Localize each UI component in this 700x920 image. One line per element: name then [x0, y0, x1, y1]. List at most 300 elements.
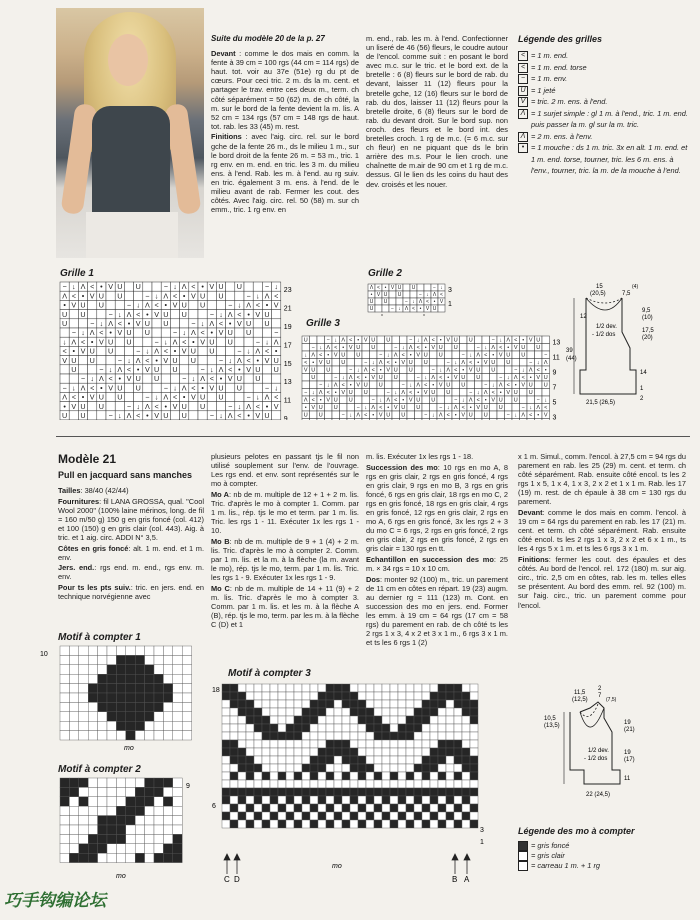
motif3-cell [262, 796, 270, 804]
motif3-cell [230, 820, 238, 828]
motif3-cell [262, 700, 270, 708]
grille1-stitch: U [98, 392, 105, 402]
motif3-cell [246, 756, 254, 764]
motif3-cell [390, 780, 398, 788]
moC-text: : nb de m. multiple de 14 + 11 (9) + 2 m. lis. Tric. d'après le mo à compter 3. Comm. par 1 m. lis. et les m. à la flèche A (B), rép. tjs le mo, term. par les m. à la flèche C (D) et 1 [211, 583, 359, 630]
motif3-cell [398, 732, 406, 740]
grille1-cell [106, 402, 115, 411]
grille3-cell [377, 336, 385, 344]
modele21-block [58, 452, 204, 603]
grille3-stitch: − [401, 382, 405, 389]
motif1-cell [182, 731, 191, 740]
motif3-cell [318, 780, 326, 788]
grille1-stitch: < [200, 328, 205, 338]
motif3-cell [422, 796, 430, 804]
grille3-stitch: U [521, 352, 526, 359]
grille1-row-label: 11 [283, 397, 292, 405]
motif1-cell [116, 665, 125, 674]
motif3-cell [454, 684, 462, 692]
motif3-cell [318, 700, 326, 708]
grille3-cell [497, 411, 505, 419]
motif1-cell [135, 646, 144, 655]
motif3-cell [286, 820, 294, 828]
motif3-cell [454, 732, 462, 740]
motif2-cell [135, 844, 144, 853]
grille3-stitch: U [408, 367, 413, 374]
grille3-cell [415, 411, 423, 419]
motif1-cell [69, 693, 78, 702]
motif3-cell [334, 772, 342, 780]
motif3-cell [326, 740, 334, 748]
jers-label: Jers. end. [58, 563, 95, 573]
grille3-cell [362, 396, 370, 404]
motif2-cell [69, 825, 78, 834]
grille3-stitch: Λ [393, 352, 398, 359]
grille1-stitch: V [273, 300, 279, 310]
motif1-cell [145, 674, 154, 683]
motif3-cell [278, 740, 286, 748]
motif3-cell [246, 716, 254, 724]
motif3-cell [302, 740, 310, 748]
grille3-stitch: U [543, 382, 548, 389]
motif3-cell [358, 732, 366, 740]
motif3-cell [238, 700, 246, 708]
grille3-stitch: ↓ [326, 382, 330, 389]
grille1-cell [226, 383, 235, 392]
motif3-cell [390, 748, 398, 756]
motif3-cell [222, 716, 230, 724]
motif3-cell [222, 700, 230, 708]
grille2-stitch: ↓ [440, 285, 443, 291]
motif1-cell [60, 665, 69, 674]
motif3-cell [366, 692, 374, 700]
grille1-stitch: • [228, 319, 232, 328]
motif3-cell [406, 748, 414, 756]
grille3-stitch: U [423, 352, 428, 359]
motif2-cell [60, 778, 69, 787]
motif3-cell [254, 740, 262, 748]
grille3-cell [317, 366, 325, 374]
grille3-cell [407, 374, 415, 382]
grille1-stitch: • [155, 355, 158, 365]
grille1-stitch: U [227, 337, 233, 347]
motif3-cell [286, 732, 294, 740]
grille1-stitch: ↓ [182, 328, 186, 338]
motif3-cell [438, 756, 446, 764]
motif3-cell [414, 708, 422, 716]
grille1-stitch: V [154, 309, 159, 319]
grille3-stitch: ↓ [304, 352, 308, 359]
grille1-stitch: < [136, 309, 141, 319]
grille3-stitch: − [499, 375, 503, 381]
motif3-cell [334, 684, 342, 692]
motif3-cell [382, 700, 390, 708]
grille1-stitch: Λ [108, 319, 114, 328]
motif3-cell [390, 716, 398, 724]
grille3-stitch: U [356, 345, 361, 351]
motif3-cell [406, 740, 414, 748]
legend-symbol-icon: Λ [518, 132, 528, 142]
motif3-cell [366, 812, 374, 820]
grille1-cell [106, 356, 115, 365]
grille3-row-label: 9 [552, 369, 557, 377]
motif3-cell [254, 700, 262, 708]
cotes-label: Côtes en gris foncé [58, 543, 129, 553]
grille1-cell [78, 365, 87, 374]
grille2-stitch: Λ [432, 292, 437, 298]
motif3-cell [366, 708, 374, 716]
motif1-cell [88, 674, 97, 683]
grille1-stitch: − [163, 282, 168, 292]
motif3-cell [310, 684, 318, 692]
motif1-cell [60, 721, 69, 730]
motif2-cell [79, 844, 88, 853]
motif1-cell [107, 702, 116, 711]
motif3-cell [398, 748, 406, 756]
grille1-cell [124, 383, 133, 392]
devant-label: Devant [211, 49, 236, 59]
motif3-cell [350, 796, 358, 804]
motif3-cell [454, 716, 462, 724]
grille3-stitch: U [528, 390, 533, 396]
grille3-stitch: Λ [408, 345, 413, 351]
grille3-stitch: Λ [483, 390, 488, 396]
legend-text: = 1 mouche : ds 1 m. tric. 3x en alt. 1 m. end. et 1 m. end. torse, tourner, tric. les 6 m. ens. à l'env., tourner, tric. la m. de la mouche à l'end. [531, 143, 688, 175]
grille3-cell [467, 374, 475, 382]
motif3-cell [270, 732, 278, 740]
grille1-stitch: − [154, 337, 159, 347]
motif3-cell [422, 708, 430, 716]
motif1-cell [135, 674, 144, 683]
motif3-cell [254, 772, 262, 780]
motif3-cell [422, 812, 430, 820]
motif1-cell [154, 693, 163, 702]
grille1-stitch: V [99, 337, 104, 347]
motif3-cell [454, 796, 462, 804]
grille3-stitch: < [529, 412, 533, 419]
grille3-cell [347, 404, 355, 412]
motif1-cell [107, 684, 116, 693]
colb-intro: plusieurs pelotes en passant tjs le fil non utilisé souplement sur l'env. de l'ouvrage. Les rgs end. et env. sont représentés sur le mo à compter. [211, 452, 359, 489]
motif1-cell [79, 655, 88, 664]
grille1-stitch: U [135, 282, 141, 292]
motif1-cell [116, 702, 125, 711]
motif3-cell [462, 764, 470, 772]
s2-shoulder-sub2: (7,5) [606, 697, 617, 703]
motif2-cell [69, 853, 78, 862]
motif3-cell [230, 732, 238, 740]
grille3-stitch: • [402, 397, 405, 404]
grille3-stitch: < [476, 397, 480, 404]
motif1-cell [116, 646, 125, 655]
motif1-cell [116, 693, 125, 702]
motif3-cell [358, 820, 366, 828]
motif3-cell [390, 732, 398, 740]
grille3-stitch: U [431, 390, 436, 396]
motif3-cell [254, 724, 262, 732]
grille1-stitch: < [117, 319, 122, 328]
motif3-cell [334, 692, 342, 700]
grille3-cell [497, 366, 505, 374]
motif3-cell [302, 764, 310, 772]
motif3-cell [318, 804, 326, 812]
grille2-mo-bracket [382, 314, 424, 316]
motif2-cell [116, 806, 125, 815]
grille1-cell [272, 374, 281, 383]
motif2-cell [135, 787, 144, 796]
grille1-stitch: < [62, 346, 67, 356]
grille1-cell [106, 392, 115, 401]
grille3-stitch: − [334, 375, 338, 381]
grille3-stitch: Λ [401, 390, 406, 396]
motif3-cell [430, 772, 438, 780]
grille3-stitch: U [326, 367, 331, 374]
motif3-cell [302, 708, 310, 716]
grille3-stitch: ↓ [364, 405, 368, 411]
motif3-cell [462, 820, 470, 828]
grille3-stitch: U [506, 360, 511, 366]
motif1-cell [126, 655, 135, 664]
grille3-stitch: • [507, 345, 510, 351]
motif1-cell [98, 702, 107, 711]
motif2-row: 9 [186, 783, 190, 790]
grille3-stitch: U [311, 375, 316, 381]
grille1-stitch: ↓ [274, 282, 278, 292]
motif3-cell [366, 732, 374, 740]
motif1-cell [182, 646, 191, 655]
grille1-cell [226, 291, 235, 300]
grille2-stitch: • [384, 285, 387, 291]
grille1-cell [244, 383, 253, 392]
motif3-cell [454, 692, 462, 700]
grille3-stitch: − [319, 382, 323, 389]
grille1-cell [244, 337, 253, 346]
grille1-cell [60, 374, 69, 383]
grille2-stitch: U [411, 285, 416, 291]
grille1-stitch: − [71, 328, 76, 338]
motif3-cell [278, 812, 286, 820]
grille3-stitch: < [536, 367, 540, 374]
motif3-cell [446, 756, 454, 764]
grille1-stitch: ↓ [90, 374, 94, 384]
motif3-cell [350, 700, 358, 708]
motif1-cell [79, 665, 88, 674]
motif3-cell [230, 700, 238, 708]
motif3-cell [310, 772, 318, 780]
grille3-stitch: ↓ [514, 412, 518, 419]
motif2-cell [98, 787, 107, 796]
motif3-cell [446, 700, 454, 708]
motif1-cell [88, 721, 97, 730]
motif3-cell [382, 708, 390, 716]
grille3-stitch: V [371, 375, 376, 381]
motif3-cell [222, 804, 230, 812]
motif3-cell [406, 684, 414, 692]
colb-text [211, 452, 359, 631]
motif3-cell [438, 772, 446, 780]
motif1-cell [98, 684, 107, 693]
fourn-text: : fil LANA GROSSA, qual. "Cool Wool 2000" (100% laine mérinos, long. de fil = 160 m/50 g) 150 g en gris foncé (col. 412) et 100 (150) g en gris clair (col. 443). Aig. à tric. et 1 aig. circ. ADDI N° 3,5. [58, 496, 204, 542]
grille3-stitch: − [469, 390, 473, 396]
motif3-cell [270, 740, 278, 748]
grille3-stitch: • [372, 412, 375, 419]
grille1-stitch: ↓ [200, 319, 205, 328]
grille1-stitch: Λ [264, 392, 270, 402]
grille3-stitch: ↓ [416, 337, 420, 344]
motif3-cell [414, 788, 422, 796]
motif3-cell [398, 820, 406, 828]
motif2-cell [116, 834, 125, 843]
colc-text [366, 452, 508, 649]
grille2-cell [375, 298, 382, 305]
motif3-cell [382, 684, 390, 692]
grille1-row-label: 13 [283, 379, 292, 387]
motif3-cell [414, 700, 422, 708]
grille1-stitch: V [71, 401, 77, 411]
motif3-cell [246, 732, 254, 740]
motif2-cell [135, 797, 144, 806]
grille1-stitch: U [135, 383, 141, 393]
grille3-stitch: − [304, 390, 308, 396]
s2-shoulder-sub: 7 [598, 693, 602, 699]
legend-mo-light-text: = gris clair [531, 851, 565, 861]
motif3-cell [462, 700, 470, 708]
motif2-cell [98, 806, 107, 815]
motif3-cell [294, 740, 302, 748]
motif3-cell [438, 796, 446, 804]
motif3-cell [366, 756, 374, 764]
motif2-cell [173, 806, 182, 815]
grille3-stitch: • [439, 337, 442, 344]
grille1-stitch: < [228, 365, 233, 374]
motif1-cell [135, 684, 144, 693]
motif3-cell [230, 780, 238, 788]
motif3-cell [302, 716, 310, 724]
motif3-cell [382, 716, 390, 724]
grille3-cell [325, 411, 333, 419]
grille1-stitch: V [209, 383, 215, 393]
grille3-stitch: − [326, 337, 330, 344]
grille3-cell [385, 381, 393, 389]
motif3-cell [454, 756, 462, 764]
motif3-cell [286, 756, 294, 764]
grille1-stitch: U [190, 346, 197, 356]
motif2-cell [69, 816, 78, 825]
grille3-cell [520, 396, 528, 404]
motif3-cell [430, 692, 438, 700]
motif3-cell [430, 780, 438, 788]
grille3-stitch: U [378, 382, 383, 389]
grille1-stitch: U [117, 392, 123, 402]
grille3-stitch: U [543, 375, 548, 381]
grille1-stitch: V [126, 374, 132, 384]
motif1-cell [79, 712, 88, 721]
legend-symbol-icon: Λ [518, 109, 528, 119]
motif3-cell [318, 796, 326, 804]
motif3-cell [342, 724, 350, 732]
grille1-stitch: U [117, 282, 123, 292]
motif3-cell [414, 772, 422, 780]
motif2-cell [145, 844, 154, 853]
grille3-stitch: < [521, 375, 525, 381]
motif3-cell [278, 756, 286, 764]
motif3-cell [326, 756, 334, 764]
motif2-cell [79, 778, 88, 787]
motif3-cell [294, 684, 302, 692]
motif3-cell [238, 732, 246, 740]
grille1-cell [69, 319, 78, 328]
motif3-cell [302, 684, 310, 692]
motif1-cell [173, 665, 182, 674]
motif1-cell [98, 655, 107, 664]
motif3-cell [270, 788, 278, 796]
grille3-cell [310, 411, 318, 419]
motif3-cell [246, 772, 254, 780]
grille3-stitch: • [409, 352, 412, 359]
grille3-chart [300, 334, 562, 420]
grille1-stitch: < [172, 392, 178, 402]
grille1-cell [88, 310, 97, 319]
schema2-diagram [540, 684, 686, 814]
grille3-stitch: ↓ [476, 390, 480, 396]
motif3-cell [326, 780, 334, 788]
motif1-cell [69, 684, 78, 693]
motif3-cell [358, 740, 366, 748]
motif3-cell [462, 772, 470, 780]
motif1-cell [69, 674, 78, 683]
swatch-light [518, 851, 528, 861]
grille1-stitch: − [200, 365, 205, 374]
motif1-cell [163, 721, 172, 730]
grille3-stitch: U [303, 337, 308, 344]
grille3-stitch: < [514, 337, 518, 344]
motif3-cell [342, 788, 350, 796]
motif2-cell [154, 797, 163, 806]
motif3-cell [382, 740, 390, 748]
grille1-stitch: U [273, 365, 279, 374]
grille1-stitch: Λ [172, 337, 178, 347]
motif3-cell [406, 724, 414, 732]
motif3-cell [294, 716, 302, 724]
grille1-cell [216, 337, 225, 346]
swatch-square [518, 861, 528, 871]
grille1-cell [134, 291, 143, 300]
grille3-stitch: − [371, 397, 375, 404]
motif3-cell [422, 700, 430, 708]
motif3-cell [470, 772, 478, 780]
motif1-cell [135, 693, 144, 702]
grille3-stitch: • [364, 375, 367, 381]
motif3-cell [350, 820, 358, 828]
grille1-stitch: U [255, 374, 261, 384]
grille3-cell [310, 336, 318, 344]
grille3-stitch: Λ [446, 367, 451, 374]
motif3-cell [286, 796, 294, 804]
grille2-stitch: Λ [369, 285, 374, 291]
grille1-stitch: ↓ [62, 337, 67, 347]
s1-arm: 12 [580, 314, 587, 320]
legend-symbol-icon: U [518, 86, 528, 96]
grille3-cell [310, 381, 318, 389]
grille3-stitch: U [491, 367, 496, 374]
grille3-stitch: < [326, 390, 330, 396]
motif1-cell [182, 702, 191, 711]
motif2-cell [145, 778, 154, 787]
arrow-a: A [464, 875, 470, 884]
motif3-cell [454, 724, 462, 732]
motif3-cell [398, 780, 406, 788]
motif3-cell [334, 716, 342, 724]
